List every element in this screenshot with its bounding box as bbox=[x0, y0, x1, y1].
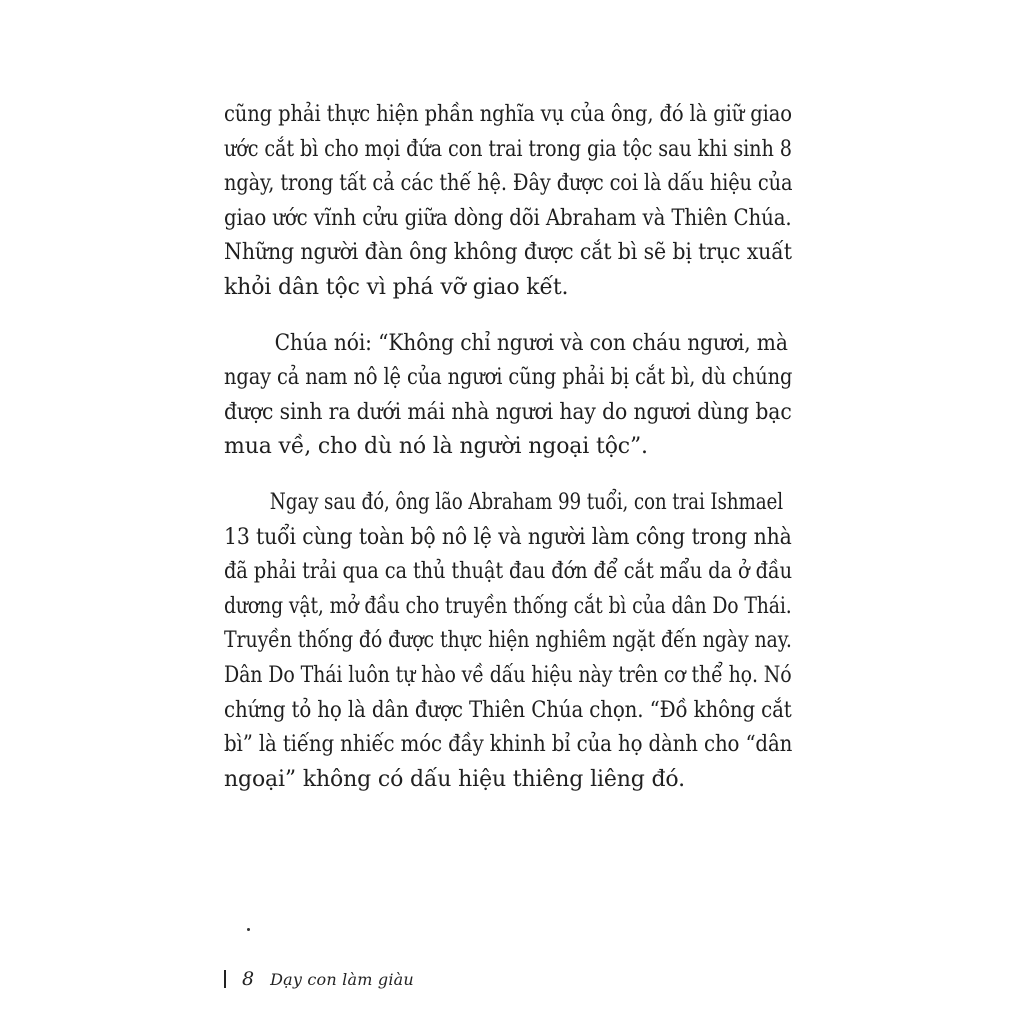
folio-divider bbox=[224, 970, 226, 988]
text-line: giao ước vĩnh cửu giữa dòng dõi Abraham và Thiên Chúa. bbox=[224, 205, 792, 231]
text-line: bì” là tiếng nhiếc móc đầy khinh bỉ của họ dành cho “dân bbox=[224, 732, 793, 758]
paragraph-1 bbox=[224, 98, 792, 306]
text-line: đã phải trải qua ca thủ thuật đau đớn để cắt mẩu da ở đầu bbox=[224, 559, 793, 585]
text-line: mua về, cho dù nó là người ngoại tộc”. bbox=[224, 434, 648, 460]
text-line: cũng phải thực hiện phần nghĩa vụ của ông, đó là giữ giao bbox=[224, 102, 792, 127]
paragraph-2 bbox=[224, 327, 792, 465]
text-line: Chúa nói: “Không chỉ ngươi và con cháu ngươi, mà bbox=[274, 330, 788, 356]
body-text bbox=[224, 98, 792, 797]
text-line: dương vật, mở đầu cho truyền thống cắt bì của dân Do Thái. bbox=[224, 593, 792, 619]
text-line: Ngay sau đó, ông lão Abraham 99 tuổi, con trai Ishmael bbox=[269, 489, 783, 515]
paragraph-3 bbox=[224, 486, 792, 797]
text-line: khỏi dân tộc vì phá vỡ giao kết. bbox=[224, 274, 569, 300]
text-line: ngày, trong tất cả các thế hệ. Đây được coi là dấu hiệu của bbox=[224, 171, 793, 197]
stray-dot bbox=[247, 928, 250, 931]
text-line: Truyền thống đó được thực hiện nghiêm ngặt đến ngày nay. bbox=[224, 628, 792, 654]
running-title: Dạy con làm giàu bbox=[270, 969, 414, 989]
text-line: ngay cả nam nô lệ của ngươi cũng phải bị cắt bì, dù chúng bbox=[224, 365, 793, 391]
text-line: được sinh ra dưới mái nhà ngươi hay do ngươi dùng bạc bbox=[224, 399, 792, 425]
page-number: 8 bbox=[242, 968, 255, 990]
text-line: Những người đàn ông không được cắt bì sẽ bị trục xuất bbox=[224, 240, 792, 266]
page-footer bbox=[224, 966, 414, 992]
text-line: Dân Do Thái luôn tự hào về dấu hiệu này trên cơ thể họ. Nó bbox=[224, 662, 792, 688]
text-line: ước cắt bì cho mọi đứa con trai trong gia tộc sau khi sinh 8 bbox=[224, 136, 792, 162]
text-line: ngoại” không có dấu hiệu thiêng liêng đó. bbox=[224, 766, 685, 792]
text-line: 13 tuổi cùng toàn bộ nô lệ và người làm công trong nhà bbox=[224, 524, 792, 550]
text-line: chứng tỏ họ là dân được Thiên Chúa chọn. “Đồ không cắt bbox=[224, 697, 792, 723]
